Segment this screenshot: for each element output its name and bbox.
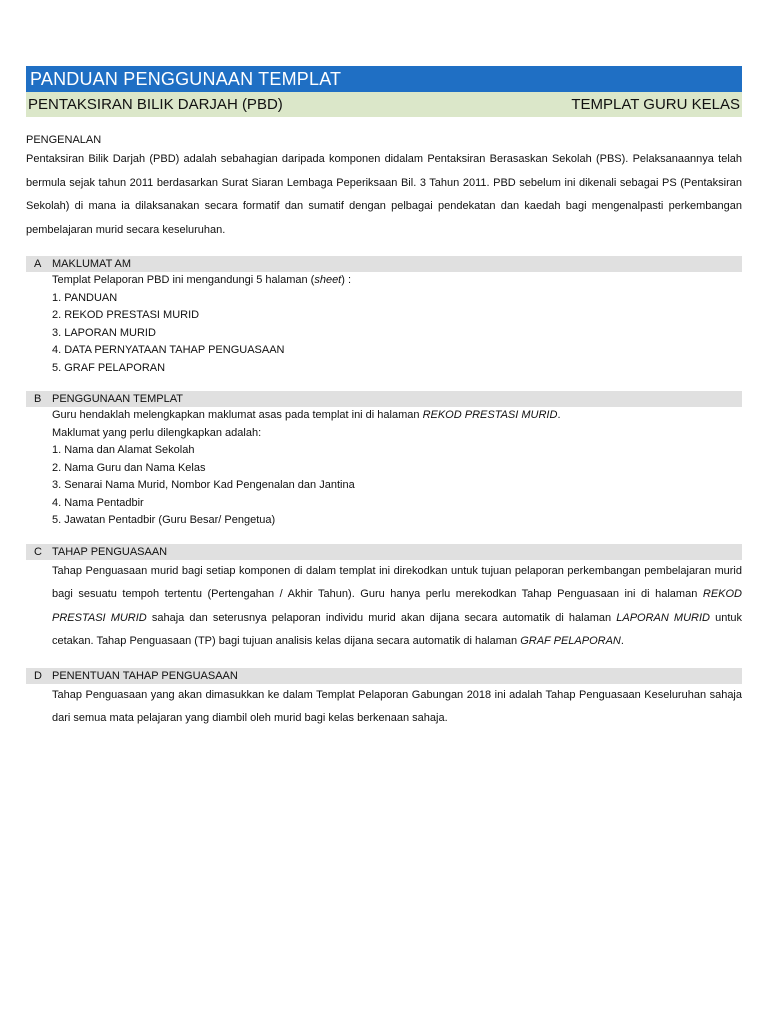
list-item: 2. REKOD PRESTASI MURID (52, 309, 200, 321)
list-item: 4. Nama Pentadbir (52, 496, 144, 509)
section-b-lead (52, 407, 742, 425)
intro-section (26, 134, 742, 242)
section-a-header (26, 256, 742, 272)
section-a-list (52, 290, 742, 378)
list-item: 5. Jawatan Pentadbir (Guru Besar/ Pengetua) (52, 514, 276, 526)
intro-heading: PENGENALAN (26, 134, 102, 146)
section-b-lead-emphasis: REKOD PRESTASI MURID (422, 409, 558, 421)
section-c-text-2: sahaja dan seterusnya pelaporan individu murid akan dijana secara automatik di halaman (146, 611, 617, 624)
list-item: 4. DATA PERNYATAAN TAHAP PENGUASAAN (52, 344, 285, 356)
template-type-label: TEMPLAT GURU KELAS (571, 96, 740, 113)
section-c-header (26, 544, 742, 560)
intro-paragraph: Pentaksiran Bilik Darjah (PBD) adalah sebahagian daripada komponen didalam Pentaksiran Berasaskan Sekolah (PBS). Pelaksanaannya telah bermula sejak tahun 2011 berdasarkan Surat Siaran Lembaga Peperiksaan Bil. 3 Tahun 2011. PBD sebelum ini dikenali sebagai PS (Pentaksiran Sekolah) di mana ia dilaksanakan secara formatif dan sumatif dengan pelbagai pendekatan dan kaedah bagi mengenalpasti perkembangan pembelajaran murid secara keseluruhan. (26, 153, 742, 236)
subtitle-bar (26, 92, 742, 117)
list-item: 1. PANDUAN (52, 291, 118, 304)
section-c-body (26, 560, 742, 654)
list-item: 3. Senarai Nama Murid, Nombor Kad Pengenalan dan Jantina (52, 479, 355, 491)
section-c-letter: C (34, 545, 42, 558)
section-a-body (26, 272, 742, 377)
section-b-lead-end: . (557, 409, 561, 421)
section-b (26, 391, 742, 530)
section-a (26, 256, 742, 377)
section-d-body (26, 684, 742, 731)
section-c-text-3: untuk cetakan. Tahap Penguasaan (TP) bagi tujuan analisis kelas dijana secara automatik di halaman (52, 611, 743, 647)
section-a-letter: A (34, 258, 42, 270)
section-c-emphasis-1: REKOD PRESTASI MURID (52, 588, 742, 624)
section-b-header (26, 391, 742, 407)
section-b-title: PENGGUNAAN TEMPLAT (52, 393, 184, 405)
section-c (26, 544, 742, 654)
section-c-emphasis-2: LAPORAN MURID (616, 611, 710, 624)
section-d-title: PENENTUAN TAHAP PENGUASAAN (52, 669, 238, 682)
list-item: 5. GRAF PELAPORAN (52, 361, 166, 374)
section-c-text-1: Tahap Penguasaan murid bagi setiap komponen di dalam templat ini direkodkan untuk tujuan pelaporan perkembangan pembelajaran murid bagi sesuatu tempoh tertentu (Pertengahan / Akhir Tahun). Guru hanya perlu merekodkan Tahap Penguasaan ini di halaman (52, 564, 742, 600)
section-a-lead-text: Templat Pelaporan PBD ini mengandungi 5 halaman ( (52, 274, 315, 286)
section-c-text-4: . (620, 635, 624, 647)
section-a-lead-end: ) : (341, 274, 352, 286)
section-c-emphasis-3: GRAF PELAPORAN (520, 635, 621, 647)
section-b-lead-2: Maklumat yang perlu dilengkapkan adalah: (52, 426, 262, 439)
section-d-paragraph: Tahap Penguasaan yang akan dimasukkan ke dalam Templat Pelaporan Gabungan 2018 ini adalah Tahap Penguasaan Keseluruhan sahaja dari semua mata pelajaran yang diambil oleh murid bagi kelas berkenaan sahaja. (52, 688, 742, 724)
list-item: 3. LAPORAN MURID (52, 326, 156, 339)
section-d (26, 668, 742, 731)
section-b-list (52, 442, 742, 530)
document-subtitle: PENTAKSIRAN BILIK DARJAH (PBD) (28, 96, 283, 113)
section-a-title: MAKLUMAT AM (52, 258, 132, 270)
document-title: PANDUAN PENGGUNAAN TEMPLAT (26, 66, 742, 92)
section-d-letter: D (34, 669, 42, 682)
section-a-lead (52, 272, 742, 290)
section-b-lead-text: Guru hendaklah melengkapkan maklumat asas pada templat ini di halaman (52, 409, 423, 421)
list-item: 2. Nama Guru dan Nama Kelas (52, 461, 206, 474)
section-c-paragraph (52, 560, 742, 654)
document-page (26, 66, 742, 731)
section-b-body (26, 407, 742, 530)
section-c-title: TAHAP PENGUASAAN (52, 545, 168, 558)
section-d-header (26, 668, 742, 684)
section-a-lead-emphasis: sheet (314, 274, 342, 286)
list-item: 1. Nama dan Alamat Sekolah (52, 444, 195, 456)
section-b-letter: B (34, 393, 42, 405)
